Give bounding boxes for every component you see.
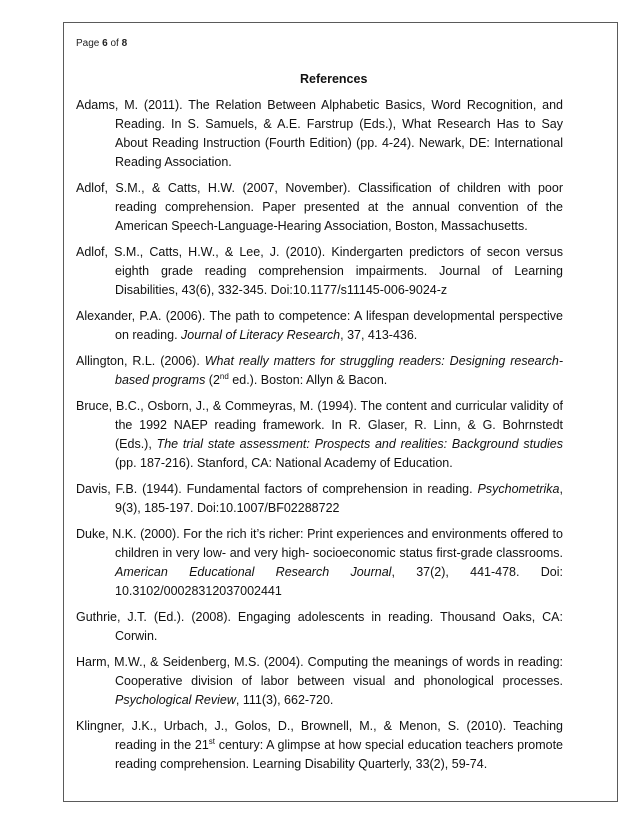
reference-alexander-2006 bbox=[76, 307, 563, 345]
reference-text-tail: century: A glimpse at how special education teachers promote reading comprehension. Learning Disability Quarterly, 33(2), 59-74. bbox=[115, 738, 563, 771]
reference-davis-1944 bbox=[76, 480, 563, 518]
references-list bbox=[76, 96, 563, 781]
page-title: References bbox=[300, 72, 368, 86]
reference-text-mid: (2 bbox=[205, 373, 220, 387]
reference-text: Duke, N.K. (2000). For the rich it’s richer: Print experiences and environments offered to children in very low- and very high- socioeconomic status first-grade classrooms. bbox=[76, 527, 563, 560]
reference-text-tail: , 37, 413-436. bbox=[340, 328, 418, 342]
reference-duke-2000 bbox=[76, 525, 563, 601]
reference-harm-2004 bbox=[76, 653, 563, 710]
page-number bbox=[76, 38, 127, 49]
page-prefix: Page bbox=[76, 38, 100, 49]
reference-superscript: st bbox=[208, 736, 216, 746]
reference-bruce-1994 bbox=[76, 397, 563, 473]
reference-text-tail: , 9(3), 185-197. Doi:10.1007/BF02288722 bbox=[115, 482, 563, 515]
page-current: 6 bbox=[102, 38, 108, 49]
reference-text: Harm, M.W., & Seidenberg, M.S. (2004). Computing the meanings of words in reading: Cooperative division of labor between visual and phonological processes. bbox=[76, 655, 563, 688]
reference-adlof-2007 bbox=[76, 179, 563, 236]
reference-journal: Psychometrika bbox=[477, 482, 560, 496]
reference-text: Guthrie, J.T. (Ed.). (2008). Engaging adolescents in reading. Thousand Oaks, CA: Corwin. bbox=[76, 610, 563, 643]
reference-book-title: What really matters for struggling readers: Designing research-based programs bbox=[115, 354, 564, 387]
reference-text: Bruce, B.C., Osborn, J., & Commeyras, M. (1994). The content and curricular validity of the 1992 NAEP reading framework. In R. Glaser, R. Linn, & G. Bohrnstedt (Eds.), bbox=[76, 399, 563, 451]
reference-text-tail: (pp. 187-216). Stanford, CA: National Academy of Education. bbox=[115, 456, 453, 470]
reference-journal: Journal of Literacy Research bbox=[181, 328, 341, 342]
reference-klingner-2010 bbox=[76, 717, 563, 774]
reference-text: Davis, F.B. (1944). Fundamental factors of comprehension in reading. bbox=[76, 482, 478, 496]
reference-text-tail: ed.). Boston: Allyn & Bacon. bbox=[228, 373, 388, 387]
reference-text: Klingner, J.K., Urbach, J., Golos, D., Brownell, M., & Menon, S. (2010). Teaching reading in the 21 bbox=[76, 719, 563, 752]
reference-guthrie-2008 bbox=[76, 608, 563, 646]
reference-adlof-2010 bbox=[76, 243, 563, 300]
reference-journal: American Educational Research Journal bbox=[115, 565, 392, 579]
page-total: 8 bbox=[121, 38, 128, 49]
reference-text: Adlof, S.M., Catts, H.W., & Lee, J. (2010). Kindergarten predictors of secon versus eighth grade reading comprehension impairments. Journal of Learning Disabilities, 43(6), 332-345. Doi:10.1177/s11145-006-9024-z bbox=[76, 245, 563, 297]
page-of: of bbox=[110, 38, 119, 49]
reference-text-tail: , 111(3), 662-720. bbox=[235, 693, 334, 707]
reference-allington-2006 bbox=[76, 352, 563, 390]
reference-text: Allington, R.L. (2006). bbox=[76, 354, 205, 368]
reference-text: Adlof, S.M., & Catts, H.W. (2007, November). Classification of children with poor reading comprehension. Paper presented at the annual convention of the American Speech-Language-Hearing Association, Boston, Massachusetts. bbox=[76, 181, 563, 233]
reference-book-title: The trial state assessment: Prospects and realities: Background studies bbox=[156, 437, 563, 451]
reference-superscript: nd bbox=[219, 371, 229, 381]
reference-text: Adams, M. (2011). The Relation Between Alphabetic Basics, Word Recognition, and Reading. In S. Samuels, & A.E. Farstrup (Eds.), What Research Has to Say About Reading Instruction (Fourth Edition) (pp. 4-24). Newark, DE: International Reading Association. bbox=[76, 98, 563, 169]
reference-journal: Psychological Review bbox=[115, 693, 236, 707]
reference-text-tail: , 37(2), 441-478. Doi: 10.3102/00028312037002441 bbox=[115, 565, 563, 598]
reference-adams-2011 bbox=[76, 96, 563, 172]
reference-text: Alexander, P.A. (2006). The path to competence: A lifespan developmental perspective on reading. bbox=[76, 309, 563, 342]
